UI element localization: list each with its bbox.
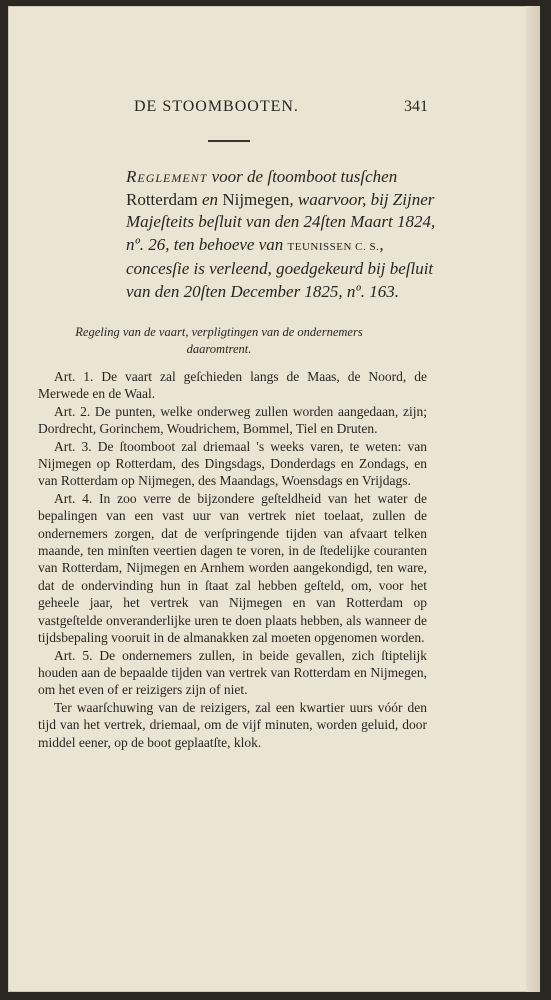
- articles-body: [38, 368, 427, 751]
- title-rotterdam: Rotterdam: [126, 189, 198, 209]
- regulation-title: [126, 166, 439, 303]
- page-edge: [526, 6, 540, 992]
- title-text-1: voor de ſtoomboot tusſchen: [207, 167, 398, 186]
- article-4: Art. 4. In zoo verre de bijzondere geſteldheid van het water de bepalingen van een vast uur van vertrek niet toelaat, zullen de ondernemers zorgen, dat de verſpringende tijden van afvaart telken maande, ten minſten veertien dagen te voren, in de ſtedelijke couranten van Rotterdam, Nijmegen en Arnhem worden aangekondigd, ten ware, dat de ondervinding hun in ſtaat zal hebben geſteld, om, voor het geheele jaar, het vertrek van Nijmegen en van Rotterdam op vastgeſtelde onveranderlijke uren te doen plaats hebben, als wanneer de tijdsbepaling vooruit in de almanakken zal moeten opgenomen worden.: [38, 490, 427, 646]
- title-nijmegen: Nijmegen: [222, 189, 290, 209]
- article-1: Art. 1. De vaart zal geſchieden langs de Maas, de Noord, de Merwede en de Waal.: [38, 369, 427, 402]
- article-3: Art. 3. De ſtoomboot zal driemaal 's weeks varen, te weten: van Nijmegen op Rotterdam, des Dingsdags, Donderdags en Zondags, en van Rotterdam op Nijmegen, des Maandags, Woensdags en Vrijdags.: [38, 438, 427, 489]
- section-subtitle: Regeling van de vaart, verpligtingen van de ondernemers daaromtrent.: [75, 325, 363, 356]
- title-text-3: , concesſie is verleend, goedgekeurd bij beſluit van den 20ſten December 1825, nº. 163.: [126, 234, 434, 301]
- book-page: [8, 6, 540, 992]
- title-teunissen: TEUNISSEN C. S.: [287, 240, 380, 253]
- header-rule: [208, 140, 250, 142]
- article-5: Art. 5. De ondernemers zullen, in beide gevallen, zich ſtiptelijk houden aan de bepaalde tijden van vertrek van Rotterdam en Nijmegen, om het even of er reizigers zijn of niet.: [38, 647, 427, 698]
- article-2: Art. 2. De punten, welke onderweg zullen worden aangedaan, zijn; Dordrecht, Gorinchem, Woudrichem, Bommel, Tiel en Druten.: [38, 403, 427, 437]
- title-en: en: [197, 189, 223, 209]
- running-head: DE STOOMBOOTEN.: [134, 98, 299, 115]
- title-reglement: Reglement: [126, 167, 208, 186]
- warning-paragraph: Ter waarſchuwing van de reizigers, zal een kwartier uurs vóór den tijd van het vertrek, driemaal, om de vijf minuten, worden geluid, door middel eener, op de boot geplaatſte, klok.: [38, 699, 427, 750]
- page-number: 341: [404, 98, 428, 115]
- title-text-2: , waarvoor, bij Zijner Majeſteits beſluit van den 24ſten Maart 1824, nº. 26, ten behoeve van: [126, 189, 436, 254]
